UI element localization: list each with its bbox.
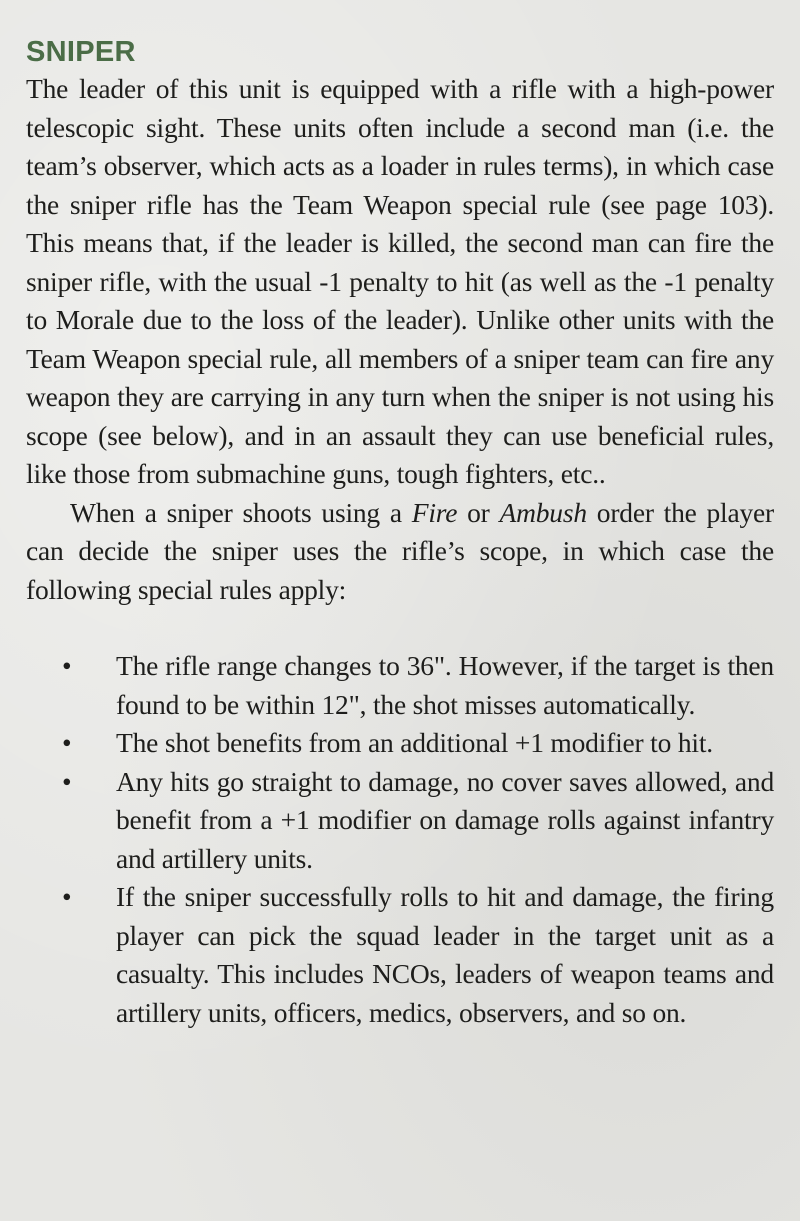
scope-paragraph-text: order the player can decide the sniper uses the rifle’s scope, in which case the following special rules apply: — [26, 496, 775, 605]
list-item-text: Any hits go straight to damage, no cover saves allowed, and benefit from a +1 modifier on damage rolls against infantry and artillery units. — [116, 765, 774, 874]
scope-paragraph — [26, 494, 774, 610]
scope-rules-list — [26, 647, 774, 1032]
list-item — [26, 878, 774, 1032]
intro-paragraph: The leader of this unit is equipped with a rifle with a high-power telescopic sight. These units often include a second man (i.e. the team’s observer, which acts as a loader in rules terms), in which case the sniper rifle has the Team Weapon special rule (see page 103). This means that, if the leader is killed, the second man can fire the sniper rifle, with the usual -1 penalty to hit (as well as the -1 penalty to Morale due to the loss of the leader). Unlike other units with the Team Weapon special rule, all members of a sniper team can fire any weapon they are carrying in any turn when the sniper is not using his scope (see below), and in an assault they can use beneficial rules, like those from submachine guns, tough fighters, etc.. — [26, 73, 774, 489]
scope-paragraph-text: When a sniper shoots using a — [70, 496, 412, 528]
bullet-icon: • — [62, 650, 72, 681]
list-item-text: If the sniper successfully rolls to hit and damage, the firing player can pick the squad leader in the target unit as a casualty. This includes NCOs, leaders of weapon teams and artillery units, officers, medics, observers, and so on. — [116, 881, 774, 1028]
bullet-icon: • — [62, 727, 72, 758]
list-item-text: The shot benefits from an additional +1 modifier to hit. — [116, 727, 713, 758]
list-item — [26, 724, 774, 763]
list-item-text: The rifle range changes to 36". However, if the target is then found to be within 12", the shot misses automatically. — [116, 650, 774, 720]
scope-paragraph-text: or — [457, 496, 500, 528]
ambush-order-term: Ambush — [499, 496, 587, 528]
section-heading: SNIPER — [26, 36, 136, 68]
bullet-icon: • — [62, 765, 72, 797]
list-item — [26, 647, 774, 724]
bullet-icon: • — [62, 881, 72, 912]
list-item — [26, 763, 774, 879]
fire-order-term: Fire — [411, 496, 458, 528]
